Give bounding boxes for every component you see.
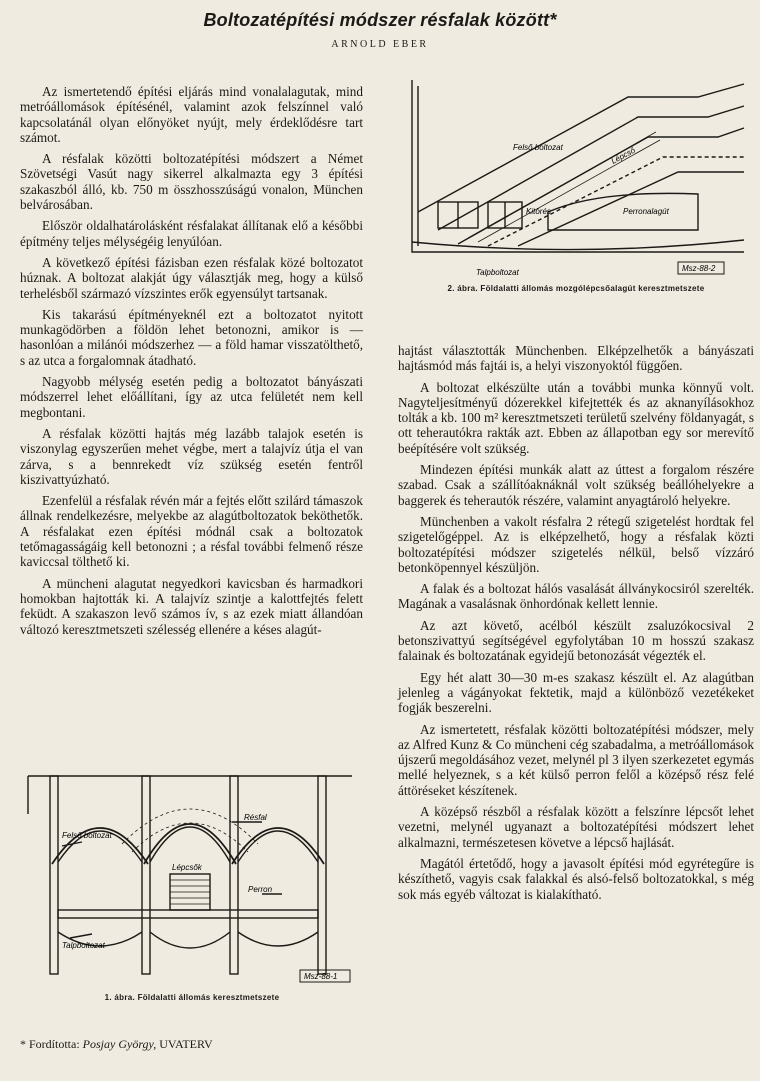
label-perron: Perron: [248, 885, 273, 894]
translator-name: Posjay György,: [82, 1037, 157, 1051]
paragraph: Az ismertetett, résfalak közötti boltozatépítési módszer, mely az Alfred Kunz & Co müncheni cég szabadalma, a metróállomások újszerű megoldásához vezet, melynél pl 3 ilyen szerkezetet egymás mellé helyeznek, s a két külső perron felől a középső rész felé áttöréseket készítenek.: [398, 721, 754, 798]
figure-1-caption: 1. ábra. Földalatti állomás keresztmetszete: [104, 993, 280, 1002]
paragraph: A falak és a boltozat hálós vasalását állványkocsiról szerelték. Magának a vasalásnak önhordónak kellett lennie.: [398, 581, 754, 612]
translator-org: UVATERV: [159, 1037, 213, 1051]
right-column: [398, 343, 754, 908]
label-kitores: Kitörés: [526, 207, 551, 216]
article-author: ARNOLD EBER: [331, 39, 429, 50]
paragraph: A résfalak közötti hajtás még lazább talajok esetén is viszonylag egyszerűen mehet végbe, mert a talajvíz útja el van zárva, s a bennrekedt víz szükség esetén fentről kiszivattyúzható.: [20, 425, 363, 487]
paragraph: Az ismertetendő építési eljárás mind vonalalagutak, mind metróállomások építésénél, valamint azok felszínnel való kapcsolatánál olyan előnyöket nyújt, mely érdeklődésre tart számot.: [20, 84, 363, 145]
escalator-tunnel-drawing: [398, 62, 754, 280]
label-felso-boltozat: Felső boltozat: [62, 831, 112, 840]
paragraph: Az azt követő, acélból készült zsaluzókocsival 2 betonszivattyú segítségével egyfolytában 10 m hosszú szakasz falainak és boltozatának egyidejű betonozását végezték el.: [398, 617, 754, 664]
figure-code: Msz-88-2: [682, 264, 716, 273]
label-felso-boltozat: Felső boltozat: [513, 143, 563, 152]
paragraph: A középső részből a résfalak között a felszínre lépcsőt lehet vezetni, melynél ugyanazt a boltozatépítési módszert lehet alkalmazni, természetesen követve a lépcső hajlását.: [398, 804, 754, 850]
label-lepcsok: Lépcsők: [172, 863, 202, 872]
label-perronalagut: Perronalagút: [623, 207, 669, 216]
paragraph: Mindezen építési munkák alatt az úttest a forgalom részére szabad. Csak a szállítóaknáknál volt szükség beállóhelyekre a baggerek és teherautók részére, valamint anyagtároló helyekre.: [398, 462, 754, 508]
paragraph-continuation: hajtást választották Münchenben. Elképzelhetők a bányászati hajtásmód más fajtái is, a helyi viszonyoktól függően.: [398, 343, 754, 374]
paragraph: A boltozat elkészülte után a további munka könnyű volt. Nagyteljesítményű dózerekkel kifejtették és az aknanyílásokhoz tolták a kb. 100 m² keresztmetszeti területű szelvény földanyagát, s ott teherautókra rakták azt. Ebben az állapotban egy sor merevítő beépítésére volt szükség.: [398, 379, 754, 456]
label-resfal: Résfal: [244, 813, 267, 822]
paragraph: A müncheni alagutat negyedkori kavicsban és harmadkori homokban hajtották ki. A talajvíz szintje a kalottfejtés felett feküdt. A szakaszon levő számos ív, s az ezek miatt állandóan változó keresztmetszeti szélesség ellenére a késes alagút-: [20, 575, 363, 637]
paragraph: Münchenben a vakolt résfalra 2 rétegű szigetelést hordtak fel szigetelőgéppel. Az is elképzelhető, hogy a résfalak közti boltozatépítési módszer szigetelés nélkül, belső vízzáró betonköpennyel készüljön.: [398, 513, 754, 575]
paragraph: Először oldalhatárolásként résfalakat állítanak elő a későbbi építmény teljes mélységéig lenyúlóan.: [20, 218, 363, 249]
figure-2-caption: 2. ábra. Földalatti állomás mozgólépcsőalagút keresztmetszete: [447, 284, 705, 293]
label-talpboltozat: Talpboltozat: [62, 941, 105, 950]
label-talpboltozat: Talpboltozat: [476, 268, 519, 277]
paragraph: Magától értetődő, hogy a javasolt építési mód egyrétegűre is készíthető, vagyis csak falakkal és alsó-felső boltozatokkal, s még sok más egyéb változat is kialakítható.: [398, 855, 754, 902]
figure-2: [398, 62, 754, 280]
paragraph: Nagyobb mélység esetén pedig a boltozatot bányászati módszerrel lehet előállítani, így az utca felületét nem kell megbontani.: [20, 374, 363, 420]
paragraph: A következő építési fázisban ezen résfalak közé boltozatot húznak. A boltozat alakját úgy választják meg, hogy a külső terhelésből származó vízszintes erők egyensúlyt tartsanak.: [20, 254, 363, 301]
figure-1: [22, 734, 362, 986]
label-lepcso: Lépcső: [609, 145, 637, 166]
footnote: [20, 1037, 213, 1052]
paragraph: Kis takarású építményeknél ezt a boltozatot nyitott munkagödörben a földön lehet betonozni, amikor is — hasonlóan a milánói módszerhez — a föld hamar visszatölthető, s az utca a forgalomnak átadható.: [20, 306, 363, 368]
left-column: [20, 84, 363, 643]
paragraph: Ezenfelül a résfalak révén már a fejtés előtt szilárd támaszok állnak rendelkezésre, melyekbe az alagútboltozatok beköthetők. A résfalakat ezen építési módnál csak a boltozatok tetőmagasságáig kell betonozni ; a résfal további felmenő része kaviccsal tölthető ki.: [20, 493, 363, 570]
figure-code: Msz-88-1: [304, 972, 338, 981]
footnote-prefix: * Fordította:: [20, 1037, 80, 1051]
article-title: Boltozatépítési módszer résfalak között*: [203, 10, 557, 30]
paragraph: Egy hét alatt 30—30 m-es szakasz készült el. Az alagútban jelenleg a vágányokat fektetik, majd a különböző vezetékeket fogják beszerelni.: [398, 669, 754, 716]
station-cross-section-drawing: [22, 734, 362, 986]
paragraph: A résfalak közötti boltozatépítési módszert a Német Szövetségi Vasút nagy sikerrel alkalmazta egy 3 építési szakaszból álló, kb. 750 m összhosszúságú vonalon, München belvárosában.: [20, 151, 363, 213]
